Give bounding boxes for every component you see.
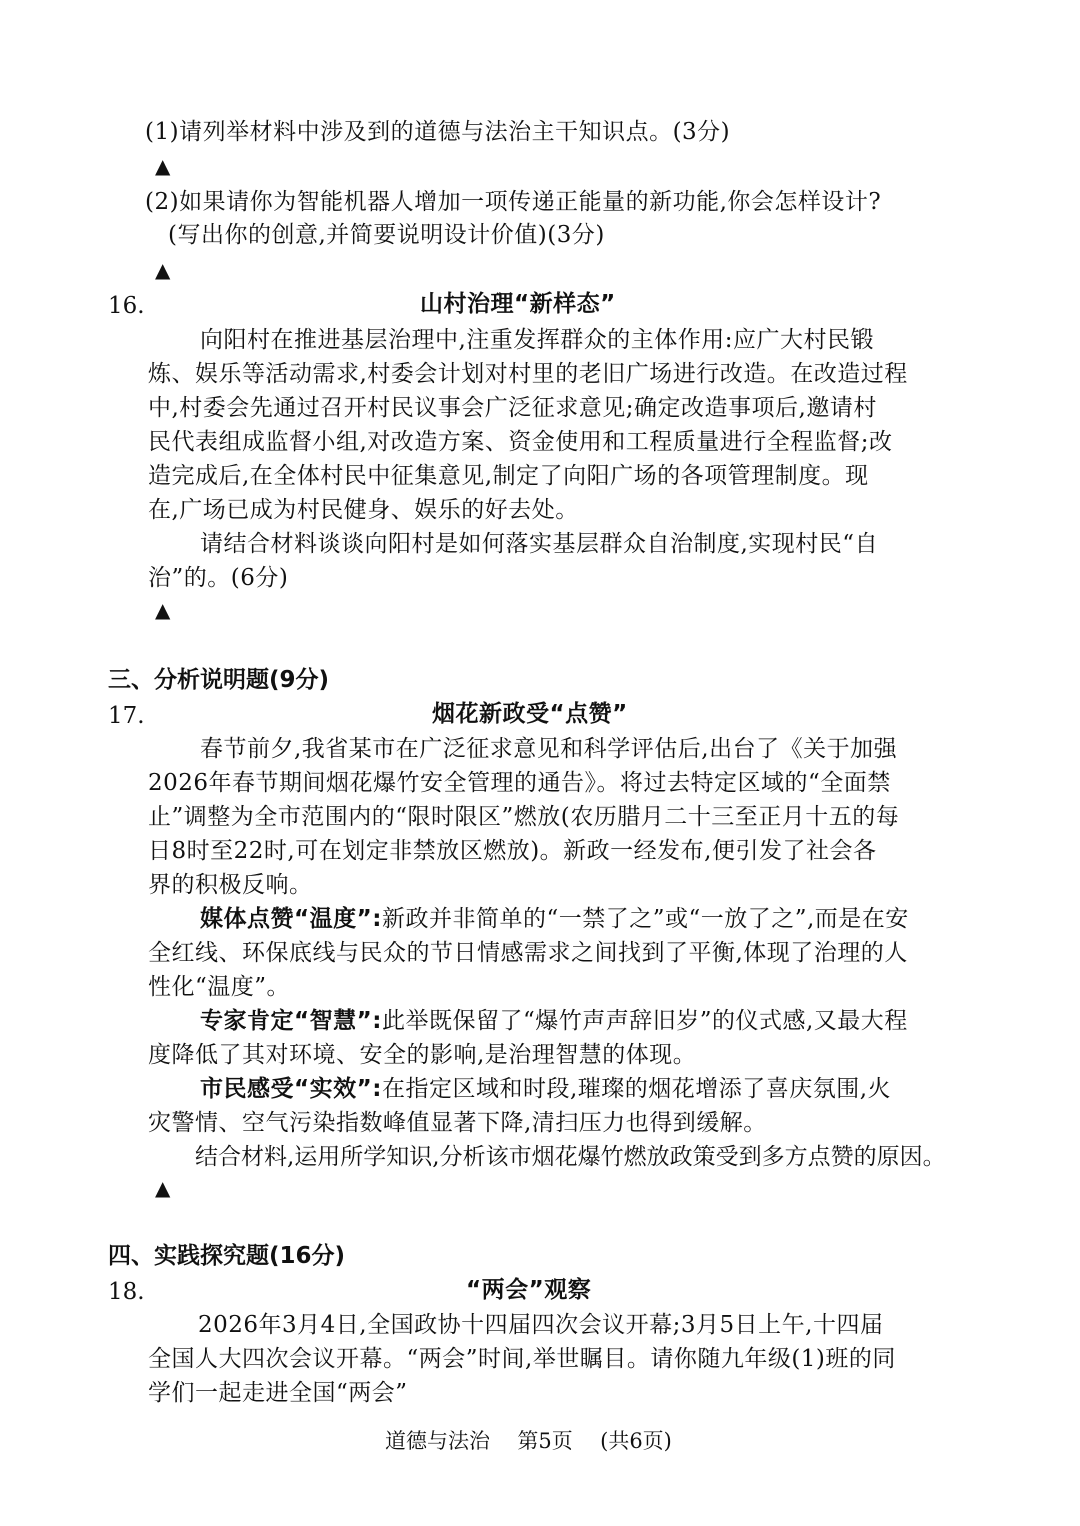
answer-mark: ▲ bbox=[155, 598, 171, 622]
media-text: 新政并非简单的“一禁了之”或“一放了之”,而是在安 bbox=[381, 906, 909, 932]
paragraph-line: 度降低了其对环境、安全的影响,是治理智慧的体现。 bbox=[148, 1042, 697, 1068]
expert-lead: 专家肯定“智慧”: bbox=[200, 1008, 382, 1034]
section-heading: 三、分析说明题(9分) bbox=[108, 667, 330, 693]
question-number: 16. bbox=[108, 293, 145, 319]
paragraph-line: 民代表组成监督小组,对改造方案、资金使用和工程质量进行全程监督;改 bbox=[148, 429, 893, 455]
question-title: 烟花新政受“点赞” bbox=[432, 701, 628, 727]
section-heading: 四、实践探究题(16分) bbox=[108, 1243, 346, 1269]
citizen-lead: 市民感受“实效”: bbox=[200, 1076, 382, 1102]
answer-mark: ▲ bbox=[155, 1176, 171, 1200]
q15-sub2-line1: (2)如果请你为智能机器人增加一项传递正能量的新功能,你会怎样设计? bbox=[145, 189, 882, 215]
paragraph-line: 全红线、环保底线与民众的节日情感需求之间找到了平衡,体现了治理的人 bbox=[148, 940, 908, 966]
q15-sub1: (1)请列举材料中涉及到的道德与法治主干知识点。(3分) bbox=[145, 119, 731, 145]
question-number: 17. bbox=[108, 703, 145, 729]
paragraph-line: 性化“温度”。 bbox=[148, 974, 291, 1000]
expert-paragraph-line1 bbox=[200, 1005, 908, 1037]
answer-mark: ▲ bbox=[155, 154, 171, 178]
question-title: “两会”观察 bbox=[466, 1277, 592, 1303]
citizen-text: 在指定区域和时段,璀璨的烟花增添了喜庆氛围,火 bbox=[381, 1076, 892, 1102]
paragraph-line: 2026年3月4日,全国政协十四届四次会议开幕;3月5日上午,十四届 bbox=[198, 1312, 884, 1338]
footer-page: 第5页 bbox=[517, 1429, 573, 1453]
paragraph-line: 学们一起走进全国“两会” bbox=[148, 1380, 408, 1406]
paragraph-line: 止”调整为全市范围内的“限时限区”燃放(农历腊月二十三至正月十五的每 bbox=[148, 804, 900, 830]
paragraph-line: 日8时至22时,可在划定非禁放区燃放)。新政一经发布,便引发了社会各 bbox=[148, 838, 877, 864]
paragraph-line: 2026年春节期间烟花爆竹安全管理的通告》。将过去特定区域的“全面禁 bbox=[148, 770, 891, 796]
footer-total: (共6页) bbox=[600, 1429, 672, 1453]
citizen-paragraph-line1 bbox=[200, 1073, 891, 1105]
media-paragraph-line1 bbox=[200, 903, 909, 935]
paragraph-line: 春节前夕,我省某市在广泛征求意见和科学评估后,出台了《关于加强 bbox=[200, 736, 898, 762]
paragraph-line: 造完成后,在全体村民中征集意见,制定了向阳广场的各项管理制度。现 bbox=[148, 463, 869, 489]
paragraph-line: 向阳村在推进基层治理中,注重发挥群众的主体作用:应广大村民锻 bbox=[200, 327, 875, 353]
q15-sub2-line2: (写出你的创意,并简要说明设计价值)(3分) bbox=[168, 222, 605, 248]
question-line: 结合材料,运用所学知识,分析该市烟花爆竹燃放政策受到多方点赞的原因。 bbox=[195, 1144, 946, 1170]
paragraph-line: 炼、娱乐等活动需求,村委会计划对村里的老旧广场进行改造。在改造过程 bbox=[148, 361, 908, 387]
paragraph-line: 全国人大四次会议开幕。“两会”时间,举世瞩目。请你随九年级(1)班的同 bbox=[148, 1346, 896, 1372]
page-footer bbox=[385, 1426, 672, 1456]
paragraph-line: 灾警情、空气污染指数峰值显著下降,清扫压力也得到缓解。 bbox=[148, 1110, 767, 1136]
footer-subject: 道德与法治 bbox=[385, 1429, 490, 1453]
media-lead: 媒体点赞“温度”: bbox=[200, 906, 382, 932]
question-line: 治”的。(6分) bbox=[148, 565, 289, 591]
question-line: 请结合材料谈谈向阳村是如何落实基层群众自治制度,实现村民“自 bbox=[200, 531, 879, 557]
question-title: 山村治理“新样态” bbox=[420, 291, 616, 317]
paragraph-line: 在,广场已成为村民健身、娱乐的好去处。 bbox=[148, 497, 579, 523]
expert-text: 此举既保留了“爆竹声声辞旧岁”的仪式感,又最大程 bbox=[381, 1008, 908, 1034]
question-number: 18. bbox=[108, 1279, 145, 1305]
paragraph-line: 界的积极反响。 bbox=[148, 872, 313, 898]
paragraph-line: 中,村委会先通过召开村民议事会广泛征求意见;确定改造事项后,邀请村 bbox=[148, 395, 877, 421]
answer-mark: ▲ bbox=[155, 258, 171, 282]
